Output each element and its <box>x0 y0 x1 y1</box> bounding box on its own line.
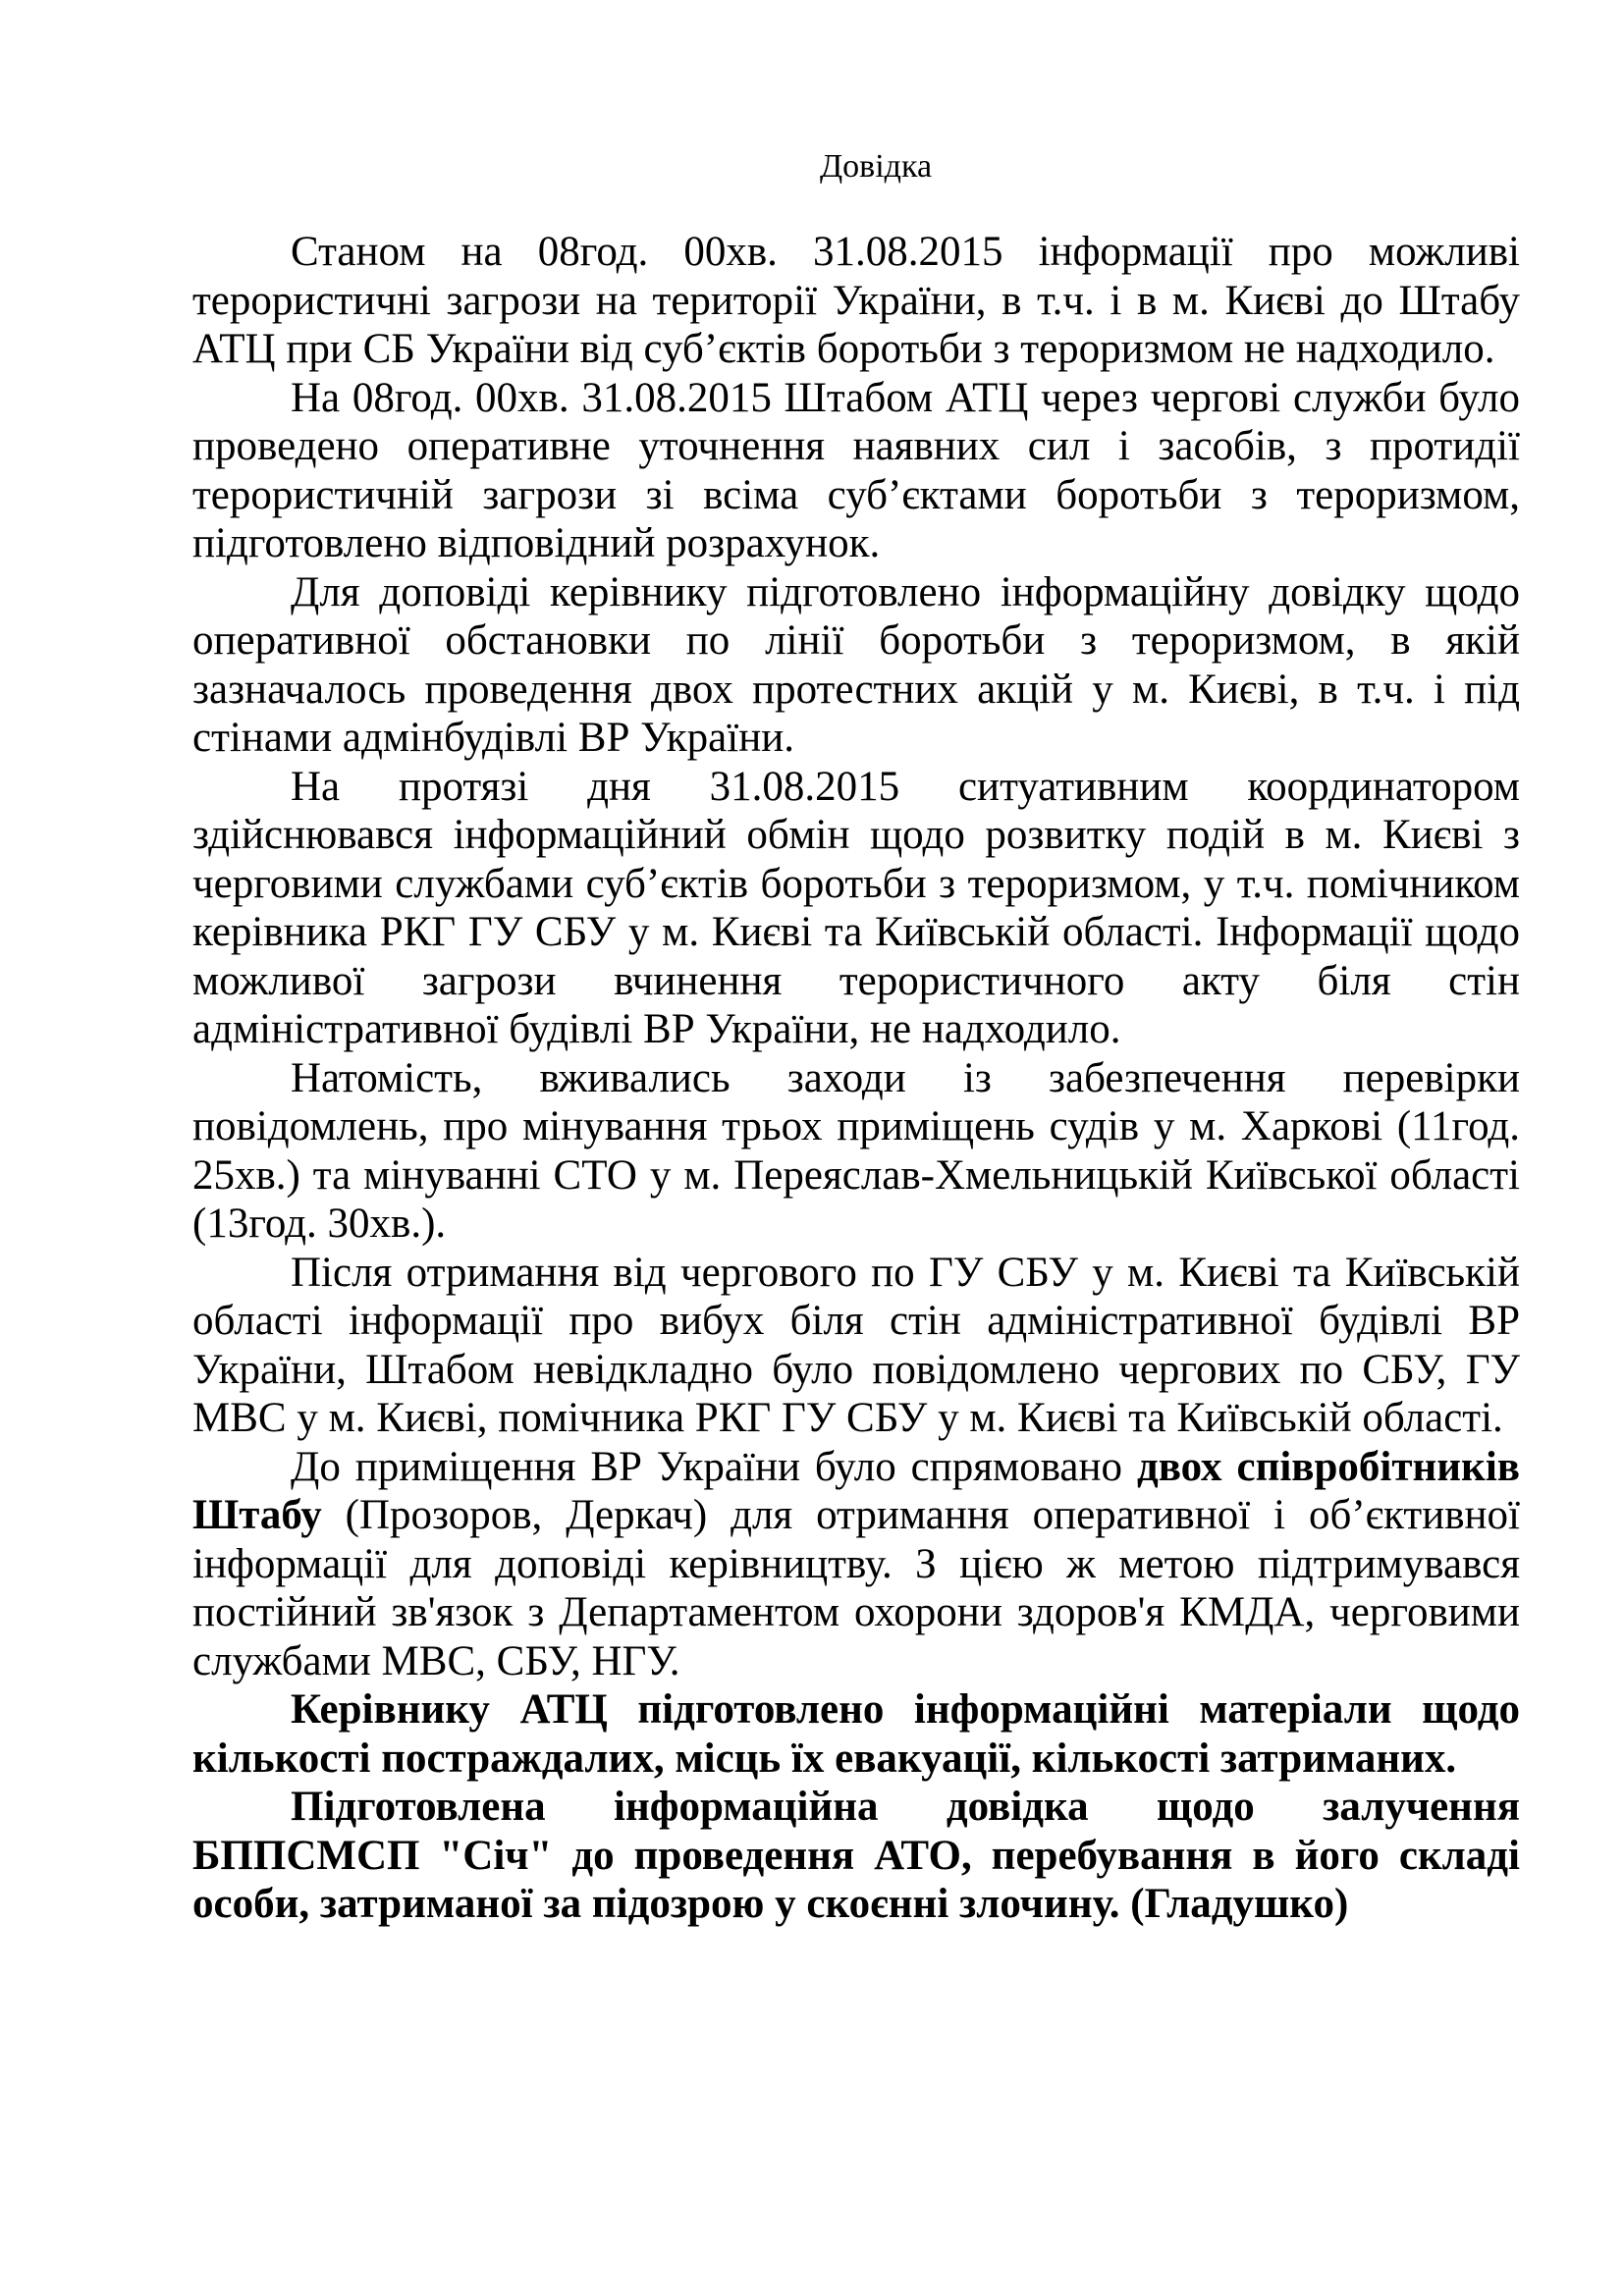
paragraph-5 <box>192 1054 1520 1249</box>
text-run: На протязі дня 31.08.2015 ситуативним координатором здійснювався інформаційний обмін щодо розвитку подій в м. Києві з черговими службами суб’єктів боротьби з тероризмом, у т.ч. помічником керівника РКГ ГУ СБУ у м. Києві та Київській області. Інформації щодо можливої загрози вчинення терористичного акту біля стін адміністративної будівлі ВР України, не надходило. <box>192 763 1520 1052</box>
document-page <box>192 147 1520 1929</box>
paragraph-7 <box>192 1443 1520 1686</box>
bold-text-run: двох співробітників Штабу <box>192 1443 1520 1538</box>
text-run: До приміщення ВР України було спрямовано <box>291 1443 1137 1490</box>
paragraph-3 <box>192 568 1520 763</box>
bold-text-run: Підготовлена інформаційна довідка щодо залучення БППСМСП "Січ" до проведення АТО, перебування в його складі особи, затриманої за підозрою у скоєнні злочину. (Гладушко) <box>192 1784 1520 1927</box>
document-body <box>192 228 1520 1929</box>
text-run: Після отримання від чергового по ГУ СБУ у м. Києві та Київській області інформації про вибух біля стін адміністративної будівлі ВР України, Штабом невідкладно було повідомлено чергових по СБУ, ГУ МВС у м. Києві, помічника РКГ ГУ СБУ у м. Києві та Київській області. <box>192 1249 1520 1441</box>
text-run: Натомість, вживались заходи із забезпечення перевірки повідомлень, про мінування трьох приміщень судів у м. Харкові (11год. 25хв.) та мінуванні СТО у м. Переяслав-Хмельницькій Київської області (13год. 30хв.). <box>192 1054 1520 1247</box>
paragraph-6 <box>192 1249 1520 1443</box>
text-run: Для доповіді керівнику підготовлено інформаційну довідку щодо оперативної обстановки по лінії боротьби з тероризмом, в якій зазначалось проведення двох протестних акцій у м. Києві, в т.ч. і під стінами адмінбудівлі ВР України. <box>192 568 1520 761</box>
document-title: Довідка <box>819 148 933 185</box>
paragraph-4 <box>192 763 1520 1054</box>
paragraph-8 <box>192 1685 1520 1783</box>
paragraph-2 <box>192 374 1520 568</box>
text-run: (Прозоров, Деркач) для отримання оперативної і об’єктивної інформації для доповіді керівництву. З цією ж метою підтримувався постійний зв'язок з Департаментом охорони здоров'я КМДА, черговими службами МВС, СБУ, НГУ. <box>192 1492 1520 1684</box>
paragraph-1 <box>192 228 1520 374</box>
bold-text-run: Керівнику АТЦ підготовлено інформаційні матеріали щодо кількості постраждалих, місць їх евакуації, кількості затриманих. <box>192 1686 1520 1782</box>
text-run: На 08год. 00хв. 31.08.2015 Штабом АТЦ через чергові служби було проведено оперативне уточнення наявних сил і засобів, з протидії терористичній загрози зі всіма суб’єктами боротьби з тероризмом, підготовлено відповідний розрахунок. <box>192 374 1520 566</box>
text-run: Станом на 08год. 00хв. 31.08.2015 інформації про можливі терористичні загрози на території України, в т.ч. і в м. Києві до Штабу АТЦ при СБ України від суб’єктів боротьби з тероризмом не надходило. <box>192 229 1520 372</box>
paragraph-9 <box>192 1783 1520 1929</box>
